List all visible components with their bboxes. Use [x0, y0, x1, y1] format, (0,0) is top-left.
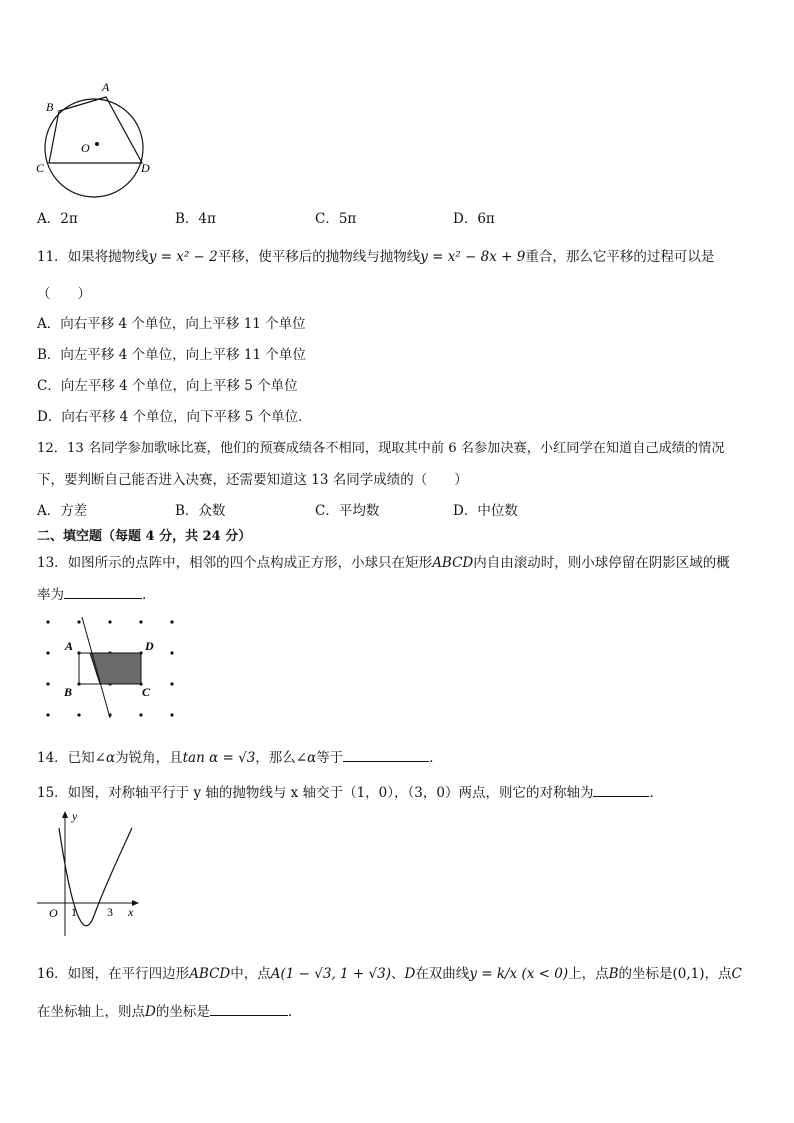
- label-y: y: [72, 809, 78, 823]
- q13-answer-blank: [64, 586, 142, 599]
- q16-text9: 的坐标是: [155, 1004, 210, 1020]
- label-O: O: [81, 141, 90, 155]
- label-D: D: [141, 161, 150, 175]
- q13-text-b: 内自由滚动时，则小球停留在阴影区域的概: [473, 555, 730, 571]
- label-1: 1: [71, 905, 77, 919]
- q13-abcd: ABCD: [432, 555, 474, 571]
- q11-text1: 如果将抛物线: [67, 249, 149, 265]
- label-3: 3: [107, 905, 113, 919]
- q11-option-d: D．向右平移 4 个单位，向下平移 5 个单位．: [37, 409, 312, 425]
- label-B: B: [46, 100, 54, 114]
- q16-end: .: [287, 1004, 293, 1020]
- label-A: A: [65, 639, 74, 653]
- q16-text6: 的坐标是: [618, 966, 673, 982]
- q14-answer-blank: [343, 749, 429, 762]
- q14-stem: [37, 746, 443, 766]
- q10-circle-figure: [30, 76, 170, 202]
- q14-eq: tan α = √3: [182, 750, 256, 766]
- q12-option-a: A．方差: [37, 503, 88, 519]
- q13-line2: [37, 583, 146, 603]
- q16-line1: [37, 962, 742, 982]
- shaded-region: [90, 653, 141, 684]
- q16-text4: 在双曲线: [415, 966, 470, 982]
- parabola-curve: [59, 828, 132, 926]
- q15-end: .: [649, 785, 654, 801]
- q14-end: ．: [429, 750, 443, 766]
- q11-option-a: A．向右平移 4 个单位，向上平移 11 个单位: [37, 316, 306, 332]
- q12-line1: 12．13 名同学参加歌咏比赛，他们的预赛成绩各不相同，现取其中前 6 名参加决赛，小红同学在知道自己成绩的情况: [37, 441, 725, 456]
- q12-option-c: C．平均数: [315, 503, 380, 519]
- q16-text8: 在坐标轴上，则点: [37, 1004, 145, 1020]
- q11-stem: [37, 245, 714, 265]
- q16-line2: [37, 1000, 292, 1020]
- q12-line2: 下，要判断自己能否进入决赛，还需要知道这 13 名同学成绩的（ ）: [37, 472, 468, 488]
- q13-dot-grid-figure: [38, 614, 188, 724]
- q14-text2: 为锐角，且: [115, 750, 183, 766]
- q11-paren: （ ）: [37, 286, 91, 302]
- q15-stem: [37, 781, 654, 801]
- q16-text2: 中，点: [230, 966, 271, 982]
- q15-answer-blank: [593, 784, 649, 797]
- q11-text2: 平移，使平移后的抛物线与抛物线: [217, 249, 421, 265]
- q14-alpha: α: [106, 750, 116, 766]
- q11-eq1: y = x² − 2: [148, 249, 218, 265]
- label-x: x: [128, 905, 134, 919]
- label-C: C: [36, 161, 45, 175]
- q16-text7: ，点: [704, 966, 732, 982]
- q10-option-c: C．5π: [315, 211, 357, 227]
- q16-text1: 16．如图，在平行四边形: [37, 966, 190, 982]
- y-axis-arrow: [62, 811, 68, 818]
- q14-alpha-2: α: [307, 750, 317, 766]
- q13-end: .: [142, 587, 147, 603]
- q16-abcd: ABCD: [189, 966, 231, 982]
- q13-text-a: 13．如图所示的点阵中，相邻的四个点构成正方形，小球只在矩形: [37, 555, 433, 571]
- q11-eq2: y = x² − 8x + 9: [420, 249, 526, 265]
- q10-option-d: D．6π: [453, 211, 495, 227]
- q15-parabola-figure: [35, 806, 145, 940]
- q16-D-2: D: [145, 1004, 156, 1020]
- q10-option-b: B．4π: [175, 211, 216, 227]
- q16-pointA: A(1 − √3, 1 + √3): [270, 966, 391, 982]
- q16-answer-blank: [210, 1003, 288, 1016]
- quadrilateral-abdc: [49, 97, 142, 163]
- q11-number: 11．: [37, 249, 68, 265]
- q11-text3: 重合，那么它平移的过程可以是: [525, 249, 715, 265]
- q12-option-d: D．中位数: [453, 503, 518, 519]
- q13-text-c: 率为: [37, 587, 64, 603]
- q15-text: 15．如图，对称轴平行于 y 轴的抛物线与 x 轴交于（1，0），（3，0）两点，则它的对称轴为: [37, 785, 594, 801]
- q11-option-b: B．向左平移 4 个单位，向上平移 11 个单位: [37, 347, 306, 363]
- q16-text5: 上，点: [568, 966, 609, 982]
- q11-option-c: C．向左平移 4 个单位，向上平移 5 个单位: [37, 378, 298, 394]
- section-2-title: 二、填空题（每题 4 分，共 24 分）: [37, 529, 252, 544]
- label-A: A: [102, 80, 110, 94]
- label-O: O: [49, 906, 58, 920]
- q16-eq: y = k/x (x < 0): [469, 966, 569, 982]
- q16-text3: 、: [390, 966, 405, 982]
- q10-option-a: A．2π: [37, 211, 78, 227]
- center-point: [95, 142, 99, 146]
- q14-text4: 等于: [316, 750, 344, 766]
- q16-B: B: [608, 966, 619, 982]
- q14-text3: ，那么∠: [255, 750, 308, 766]
- q12-option-b: B．众数: [175, 503, 226, 519]
- q16-C: C: [731, 966, 742, 982]
- q16-D: D: [404, 966, 416, 982]
- q14-text1: 14．已知∠: [37, 750, 106, 766]
- label-C: C: [142, 685, 151, 699]
- q13-line1: [37, 551, 730, 571]
- label-B: B: [64, 685, 73, 699]
- circle-outline: [45, 99, 143, 197]
- label-D: D: [145, 639, 154, 653]
- q16-coordB: (0,1): [672, 966, 705, 982]
